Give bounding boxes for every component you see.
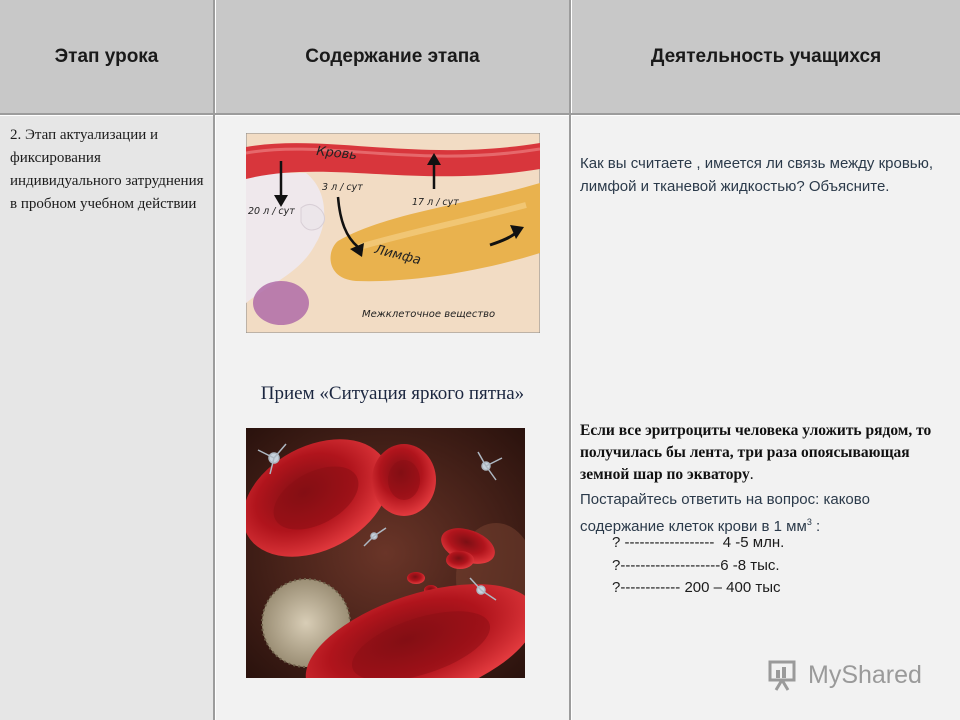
header-content: Содержание этапа bbox=[216, 0, 569, 113]
column-divider bbox=[569, 0, 571, 720]
question-cell-count-text: Постарайтесь ответить на вопрос: каково содержание клеток крови в 1 мм bbox=[580, 491, 870, 535]
flow-20-label: 20 л / сут bbox=[248, 206, 295, 217]
activity-cell bbox=[572, 116, 960, 720]
column-divider bbox=[213, 0, 215, 720]
watermark bbox=[768, 655, 922, 695]
fact-bold-text: Если все эритроциты человека уложить рядом, то получилась бы лента, три раза опоясывающая земной шар по экватору bbox=[580, 422, 932, 483]
presentation-icon bbox=[768, 658, 802, 692]
method-title: Прием «Ситуация яркого пятна» bbox=[260, 383, 525, 404]
header-stage: Этап урока bbox=[0, 0, 213, 113]
interstitial-label: Межклеточное вещество bbox=[362, 309, 496, 320]
question-cell-count bbox=[580, 488, 950, 538]
flow-17-label: 17 л / сут bbox=[412, 197, 459, 208]
question-superscript: 3 bbox=[806, 517, 812, 527]
stage-text: 2. Этап актуализации и фиксирования индивидуального затруднения в пробном учебном действии bbox=[10, 127, 204, 212]
fact-text bbox=[580, 420, 950, 486]
question-tail: : bbox=[811, 518, 821, 535]
blood-lymph-diagram bbox=[246, 133, 540, 333]
watermark-text: MyShared bbox=[808, 660, 922, 689]
blood-cells-image bbox=[246, 428, 525, 678]
header-activity: Деятельность учащихся bbox=[572, 0, 960, 113]
blood-label: Кровь bbox=[315, 144, 358, 164]
answer-line: ?--------------------6 -8 тыс. bbox=[612, 557, 780, 574]
answer-line: ? ------------------ 4 -5 млн. bbox=[612, 534, 785, 551]
header-divider bbox=[0, 113, 960, 115]
answer-line: ?------------ 200 – 400 тыс bbox=[612, 579, 781, 596]
flow-3-label: 3 л / сут bbox=[322, 182, 363, 193]
lymph-label: Лимфа bbox=[373, 242, 423, 269]
fact-tail: . bbox=[749, 466, 754, 483]
question-relationship: Как вы считаете , имеется ли связь между кровью, лимфой и тканевой жидкостью? Объясните. bbox=[580, 155, 934, 195]
